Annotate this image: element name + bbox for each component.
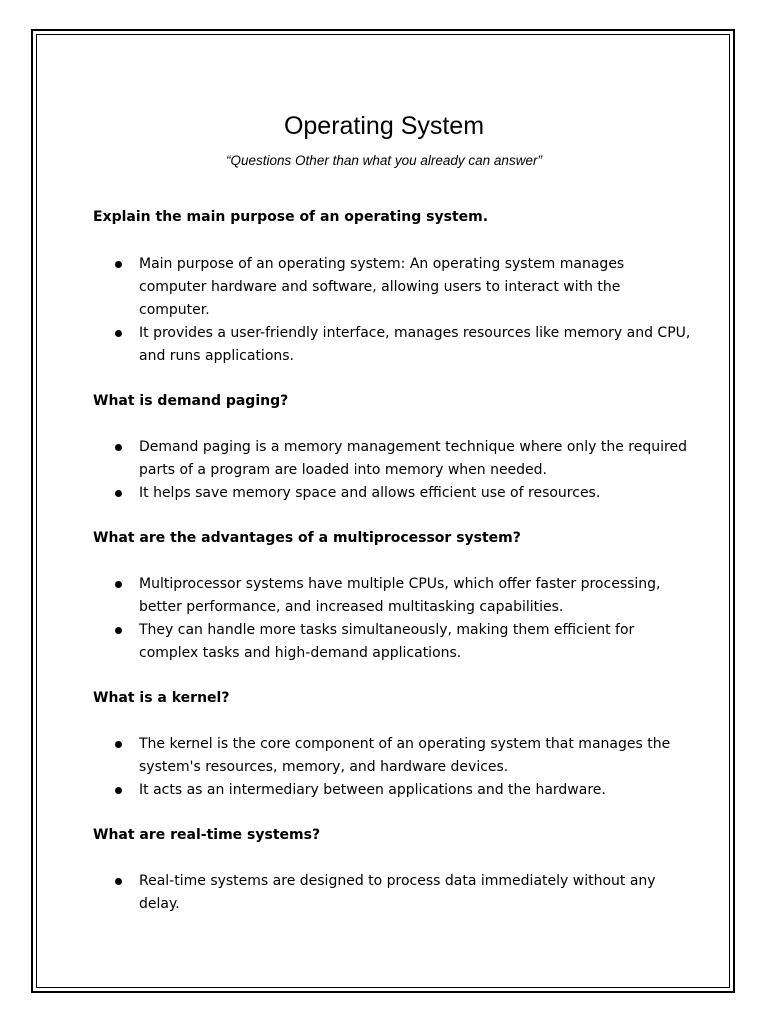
bullet-icon xyxy=(115,878,122,885)
answer-list xyxy=(93,573,693,665)
list-item-text: It helps save memory space and allows efficient use of resources. xyxy=(139,485,601,501)
question-heading: What are real-time systems? xyxy=(93,827,321,843)
list-item-text: It provides a user-friendly interface, manages resources like memory and CPU, and runs applications. xyxy=(139,325,691,364)
answer-list xyxy=(93,733,693,802)
answer-list xyxy=(93,870,693,916)
list-item-text: Demand paging is a memory management technique where only the required parts of a program are loaded into memory when needed. xyxy=(139,439,687,478)
list-item xyxy=(93,619,693,665)
bullet-icon xyxy=(115,627,122,634)
list-item-text: The kernel is the core component of an operating system that manages the system's resources, memory, and hardware devices. xyxy=(139,736,671,775)
bullet-icon xyxy=(115,330,122,337)
list-item xyxy=(93,573,693,619)
list-item-text: Multiprocessor systems have multiple CPUs, which offer faster processing, better performance, and increased multitasking capabilities. xyxy=(139,576,661,615)
list-item xyxy=(93,322,693,368)
question-heading: What is a kernel? xyxy=(93,690,230,706)
list-item xyxy=(93,870,693,916)
answer-list xyxy=(93,253,693,368)
document-subtitle: “Questions Other than what you already can answer” xyxy=(226,153,542,168)
question-heading: What is demand paging? xyxy=(93,393,289,409)
list-item-text: Main purpose of an operating system: An operating system manages computer hardware and software, allowing users to interact with the computer. xyxy=(139,256,625,318)
bullet-icon xyxy=(115,787,122,794)
bullet-icon xyxy=(115,490,122,497)
bullet-icon xyxy=(115,444,122,451)
list-item xyxy=(93,436,693,482)
list-item-text: Real-time systems are designed to process data immediately without any delay. xyxy=(139,873,656,912)
question-heading: Explain the main purpose of an operating system. xyxy=(93,209,489,225)
list-item xyxy=(93,482,693,505)
list-item xyxy=(93,779,693,802)
bullet-icon xyxy=(115,261,122,268)
answer-list xyxy=(93,436,693,505)
bullet-icon xyxy=(115,581,122,588)
list-item-text: It acts as an intermediary between applications and the hardware. xyxy=(139,782,606,798)
list-item-text: They can handle more tasks simultaneously, making them efficient for complex tasks and high-demand applications. xyxy=(139,622,635,661)
question-heading: What are the advantages of a multiprocessor system? xyxy=(93,530,521,546)
list-item xyxy=(93,253,693,322)
document-title: Operating System xyxy=(283,112,485,140)
bullet-icon xyxy=(115,741,122,748)
list-item xyxy=(93,733,693,779)
